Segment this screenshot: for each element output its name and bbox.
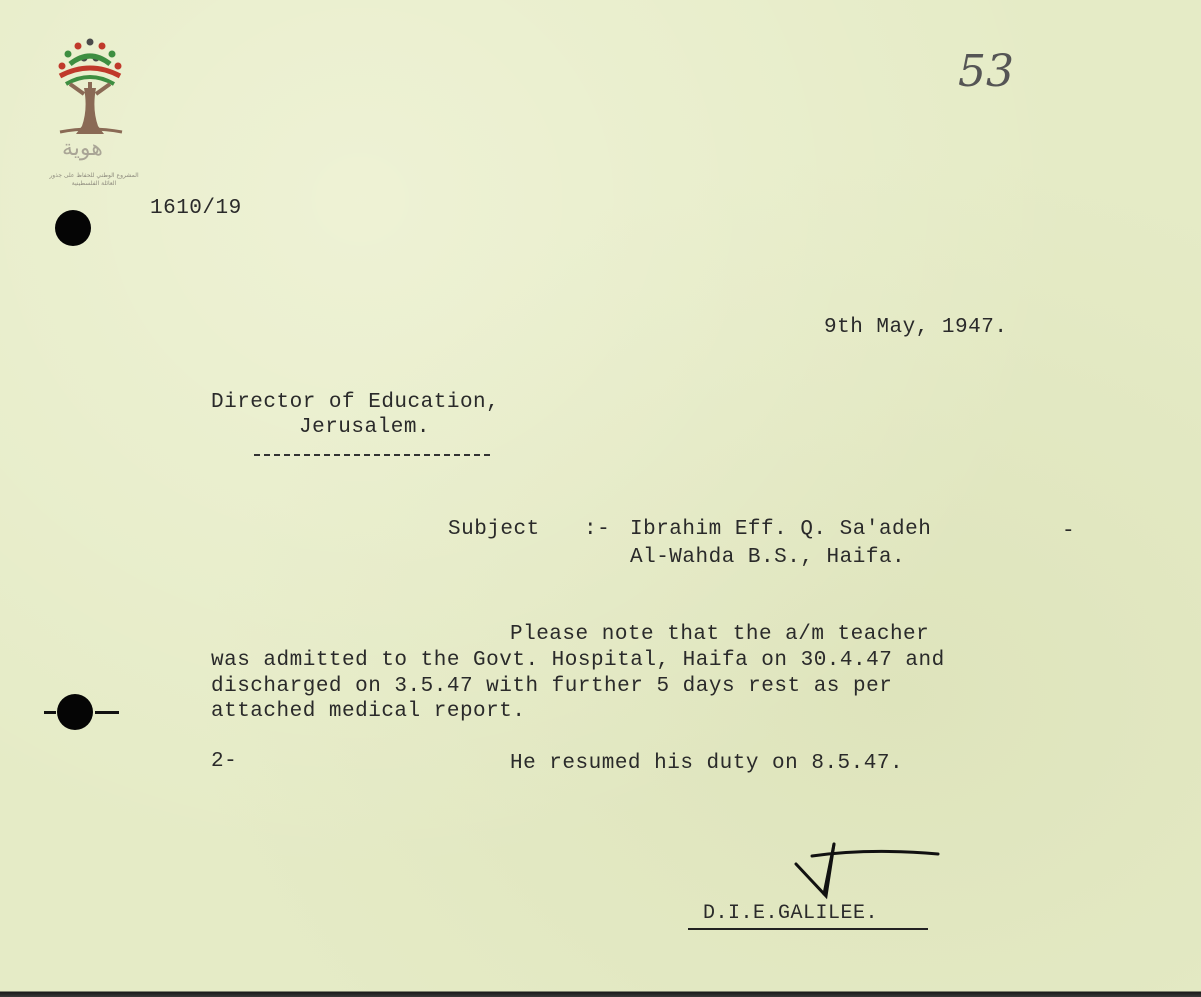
signatory-underline bbox=[688, 928, 928, 930]
logo-script-text: هوية bbox=[62, 136, 103, 161]
scan-bottom-edge bbox=[0, 988, 1201, 997]
logo-subtitle: المشروع الوطني للحفاظ على جذور العائلة الفلسطينية bbox=[49, 172, 139, 187]
subject-separator: :- bbox=[584, 518, 611, 541]
punch-hole-top bbox=[55, 210, 91, 246]
body-paragraph-1-line-3: discharged on 3.5.47 with further 5 days rest as per bbox=[211, 675, 893, 698]
punch-hole-bottom bbox=[57, 694, 93, 730]
hole-mark-left bbox=[44, 711, 56, 714]
reference-number: 1610/19 bbox=[150, 197, 242, 220]
subject-trailing-dash: - bbox=[1062, 520, 1076, 543]
body-paragraph-1-line-1: Please note that the a/m teacher bbox=[510, 623, 930, 646]
addressee-line-1: Director of Education, bbox=[211, 391, 500, 414]
body-paragraph-2-text: He resumed his duty on 8.5.47. bbox=[510, 752, 904, 775]
body-paragraph-2-number: 2- bbox=[211, 750, 238, 773]
addressee-rule bbox=[254, 454, 490, 456]
subject-line-1: Ibrahim Eff. Q. Sa'adeh bbox=[630, 518, 932, 541]
body-paragraph-1-line-4: attached medical report. bbox=[211, 700, 526, 723]
letter-date: 9th May, 1947. bbox=[824, 316, 1008, 339]
body-paragraph-1-line-2: was admitted to the Govt. Hospital, Haifa on 30.4.47 and bbox=[211, 649, 945, 672]
family-tree-logo-icon bbox=[40, 34, 140, 194]
addressee-line-2: Jerusalem. bbox=[299, 416, 431, 439]
hole-mark-right bbox=[95, 711, 119, 714]
signatory-name: D.I.E.GALILEE. bbox=[703, 902, 879, 925]
page-number: 53 bbox=[958, 46, 1014, 97]
subject-label: Subject bbox=[448, 518, 540, 541]
handwritten-signature bbox=[790, 836, 950, 906]
subject-line-2: Al-Wahda B.S., Haifa. bbox=[630, 546, 906, 569]
